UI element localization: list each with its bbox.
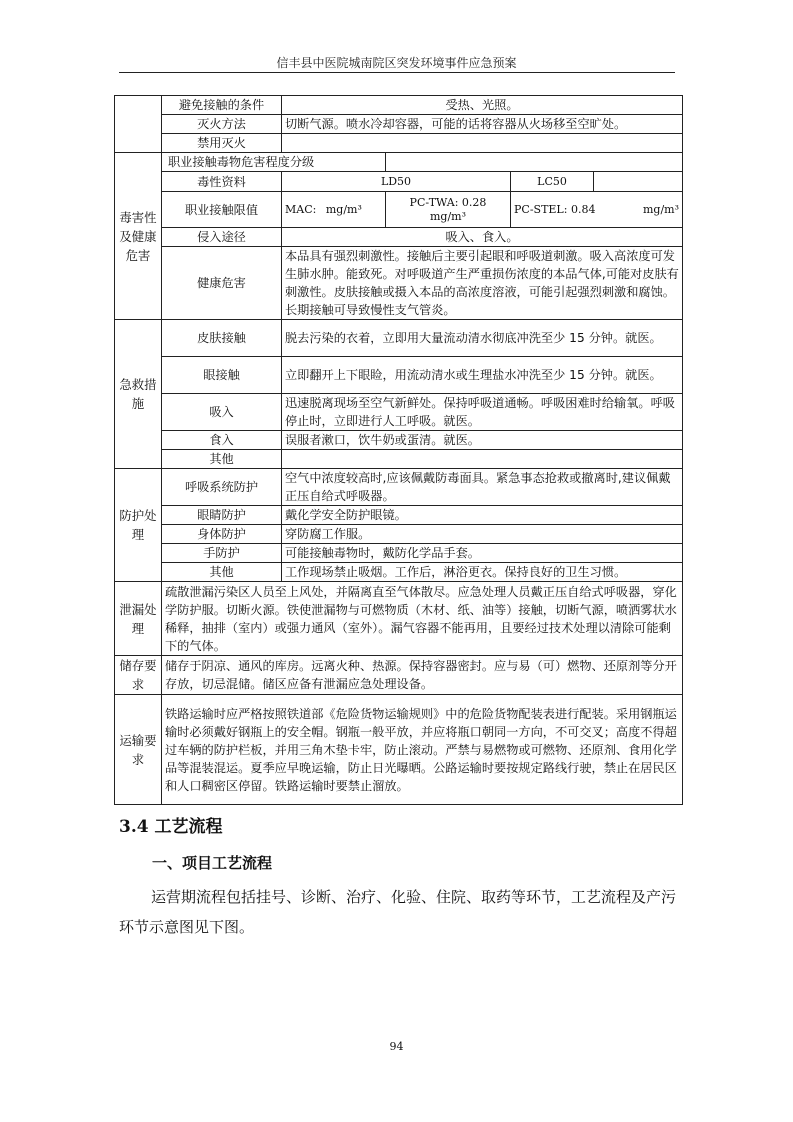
mac-label: MAC: — [285, 202, 317, 216]
category-cell-blank — [115, 96, 162, 153]
row-value: 立即翻开上下眼睑，用流动清水或生理盐水冲洗至少 15 分钟。就医。 — [282, 357, 683, 394]
pc-twa-limit — [386, 192, 511, 228]
pc-twa-label: PC-TWA: 0.28 — [409, 195, 487, 209]
row-label: 食入 — [162, 431, 282, 450]
row-value: 戴化学安全防护眼镜。 — [282, 506, 683, 525]
row-value: 受热、光照。 — [282, 96, 683, 115]
table-row — [115, 506, 683, 525]
pc-stel-limit — [511, 192, 683, 228]
category-first-aid: 急救措施 — [115, 320, 162, 469]
row-value: 本品具有强烈刺激性。接触后主要引起眼和呼吸道刺激。吸入高浓度可发生肺水肿。能致死。对呼吸道产生严重损伤浓度的本品气体,可能对皮肤有刺激性。皮肤接触或摄入本品的高浓度溶液，可能引起强烈刺激和腐蚀。长期接触可导致慢性支气管炎。 — [282, 247, 683, 320]
row-label: 手防护 — [162, 544, 282, 563]
table-row — [115, 247, 683, 320]
table-row — [115, 172, 683, 192]
row-value: 空气中浓度较高时,应该佩戴防毒面具。紧急事态抢救或撤离时,建议佩戴正压自给式呼吸器。 — [282, 469, 683, 506]
table-row — [115, 695, 683, 805]
lc50-label: LC50 — [511, 172, 594, 192]
row-label: 毒性资料 — [162, 172, 282, 192]
row-label: 眼接触 — [162, 357, 282, 394]
table-row — [115, 544, 683, 563]
mac-limit — [282, 192, 386, 228]
category-storage: 储存要求 — [115, 656, 162, 695]
row-value: 工作现场禁止吸烟。工作后，淋浴更衣。保持良好的卫生习惯。 — [282, 563, 683, 582]
row-label: 皮肤接触 — [162, 320, 282, 357]
chemical-safety-table — [114, 95, 683, 805]
row-label: 侵入途径 — [162, 228, 282, 247]
row-label: 职业接触限值 — [162, 192, 282, 228]
body-paragraph: 运营期流程包括挂号、诊断、治疗、化验、住院、取药等环节，工艺流程及产污环节示意图见下图。 — [119, 888, 677, 936]
category-protection: 防护处理 — [115, 469, 162, 582]
storage-text: 储存于阴凉、通风的库房。远离火种、热源。保持容器密封。应与易（可）燃物、还原剂等分开存放，切忌混储。储区应备有泄漏应急处理设备。 — [162, 656, 683, 695]
table-row — [115, 582, 683, 656]
row-value — [282, 450, 683, 469]
row-value — [386, 153, 683, 172]
row-label: 灭火方法 — [162, 115, 282, 134]
ld50-label: LD50 — [282, 172, 511, 192]
row-label: 职业接触毒物危害程度分级 — [162, 153, 386, 172]
subsection-heading: 一、项目工艺流程 — [152, 854, 273, 872]
row-value: 吸入、食入。 — [282, 228, 683, 247]
row-value: 可能接触毒物时，戴防化学品手套。 — [282, 544, 683, 563]
table-row — [115, 96, 683, 115]
row-value: 脱去污染的衣着，立即用大量流动清水彻底冲洗至少 15 分钟。就医。 — [282, 320, 683, 357]
category-toxicity: 毒害性及健康危害 — [115, 153, 162, 320]
table-row — [115, 469, 683, 506]
page-number: 94 — [389, 1040, 404, 1053]
table-row — [115, 656, 683, 695]
row-label: 健康危害 — [162, 247, 282, 320]
row-value: 穿防腐工作服。 — [282, 525, 683, 544]
table-row — [115, 228, 683, 247]
lc50-value — [594, 172, 683, 192]
row-value: 误服者漱口，饮牛奶或蛋清。就医。 — [282, 431, 683, 450]
row-label: 其他 — [162, 450, 282, 469]
table-row — [115, 134, 683, 153]
table-row — [115, 525, 683, 544]
table-row — [115, 320, 683, 357]
row-label: 呼吸系统防护 — [162, 469, 282, 506]
leak-handling-text: 疏散泄漏污染区人员至上风处，并隔离直至气体散尽。应急处理人员戴正压自给式呼吸器，穿化学防护服。切断火源。铁使泄漏物与可燃物质（木材、纸、油等）接触，切断气源，喷洒雾状水稀释，抽排（室内）或强力通风（室外）。漏气容器不能再用，且要经过技术处理以清除可能剩下的气体。 — [162, 582, 683, 656]
pc-stel-unit: mg/m³ — [642, 202, 679, 216]
table-row — [115, 153, 683, 172]
row-label: 禁用灭火 — [162, 134, 282, 153]
row-label: 避免接触的条件 — [162, 96, 282, 115]
row-value: 切断气源。喷水冷却容器，可能的话将容器从火场移至空旷处。 — [282, 115, 683, 134]
row-label: 眼睛防护 — [162, 506, 282, 525]
row-value — [282, 134, 683, 153]
table-row — [115, 450, 683, 469]
row-value: 迅速脱离现场至空气新鲜处。保持呼吸道通畅。呼吸困难时给输氧。呼吸停止时，立即进行人工呼吸。就医。 — [282, 394, 683, 431]
row-label: 吸入 — [162, 394, 282, 431]
category-leak: 泄漏处理 — [115, 582, 162, 656]
pc-stel-label: PC-STEL: 0.84 — [514, 202, 596, 216]
mac-unit: mg/m³ — [325, 202, 362, 216]
row-label: 身体防护 — [162, 525, 282, 544]
row-label: 其他 — [162, 563, 282, 582]
category-transport: 运输要求 — [115, 695, 162, 805]
pc-twa-unit: mg/m³ — [429, 209, 467, 223]
table-row — [115, 115, 683, 134]
table-row — [115, 431, 683, 450]
section-heading: 3.4 工艺流程 — [119, 817, 223, 837]
table-row — [115, 357, 683, 394]
transport-text: 铁路运输时应严格按照铁道部《危险货物运输规则》中的危险货物配装表进行配装。采用钢瓶运输时必须戴好钢瓶上的安全帽。钢瓶一般平放，并应将瓶口朝同一方向，不可交叉；高度不得超过车辆的防护栏板，并用三角木垫卡牢，防止滚动。严禁与易燃物或可燃物、还原剂、食用化学品等混装混运。夏季应早晚运输，防止日光曝晒。公路运输时要按规定路线行驶，禁止在居民区和人口稠密区停留。铁路运输时要禁止溜放。 — [162, 695, 683, 805]
table-row — [115, 394, 683, 431]
running-header-title: 信丰县中医院城南院区突发环境事件应急预案 — [276, 56, 517, 70]
header-rule — [119, 72, 675, 73]
table-row — [115, 563, 683, 582]
table-row — [115, 192, 683, 228]
